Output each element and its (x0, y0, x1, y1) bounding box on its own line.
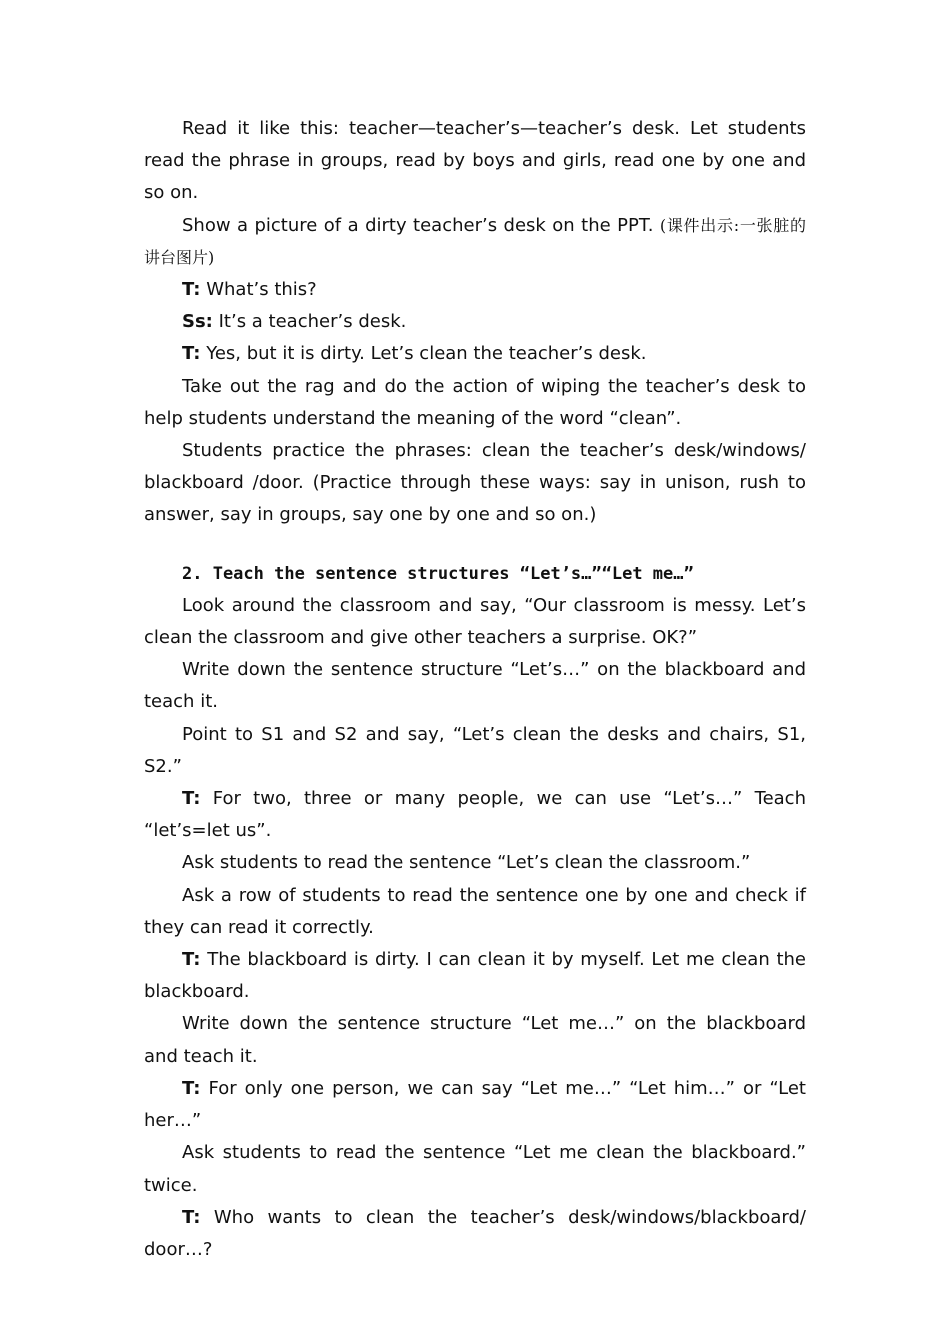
paragraph: Look around the classroom and say, “Our classroom is messy. Let’s clean the classroom and give other teachers a surprise. OK?” (144, 594, 806, 649)
paragraph-show-picture: Show a picture of a dirty teacher’s desk on the PPT. (课件出示:一张脏的讲台图片) (144, 214, 806, 267)
speaker-label: T: (182, 949, 201, 971)
paragraph: Write down the sentence structure “Let’s…” on the blackboard and teach it. (144, 659, 806, 713)
paragraph: Ask a row of students to read the sentence one by one and check if they can read it correctly. (144, 884, 806, 938)
speaker-label: T: (182, 279, 201, 301)
speaker-label: T: (182, 343, 201, 365)
dialogue-line: T: For only one person, we can say “Let me…” “Let him…” or “Let her…” (144, 1077, 806, 1132)
paragraph-reading-drill: Read it like this: teacher—teacher’s—teacher’s desk. Let students read the phrase in groups, read by boys and girls, read one by one and so on. (144, 118, 806, 204)
dialogue-line: T: Yes, but it is dirty. Let’s clean the teacher’s desk. (182, 343, 647, 365)
dialogue-line: T: Who wants to clean the teacher’s desk/windows/blackboard/ door…? (144, 1206, 806, 1260)
paragraph: Point to S1 and S2 and say, “Let’s clean the desks and chairs, S1, S2.” (144, 723, 806, 777)
paragraph-practice-phrases: Students practice the phrases: clean the teacher’s desk/windows/ blackboard /door. (Practice through these ways: say in unison, rush to answer, say in groups, say one by one and so on.) (144, 440, 806, 526)
speaker-label: T: (182, 1077, 201, 1099)
paragraph: Ask students to read the sentence “Let me clean the blackboard.” twice. (144, 1142, 806, 1196)
speaker-label: T: (182, 788, 201, 810)
chinese-note: (课件出示:一张脏的讲台图片) (144, 215, 806, 267)
dialogue-line: T: What’s this? (182, 279, 317, 301)
section-gap (144, 532, 806, 558)
section-heading: 2. Teach the sentence structures “Let’s…”“Let me…” (182, 563, 694, 584)
speaker-label: T: (182, 1206, 201, 1228)
speaker-label: Ss: (182, 311, 213, 333)
paragraph-rag-action: Take out the rag and do the action of wiping the teacher’s desk to help students understand the meaning of the word “clean”. (144, 375, 806, 429)
dialogue-line: T: For two, three or many people, we can use “Let’s…” Teach “let’s=let us”. (144, 788, 806, 842)
paragraph: Write down the sentence structure “Let me…” on the blackboard and teach it. (144, 1013, 806, 1067)
document-body (144, 113, 806, 1266)
dialogue-line: T: The blackboard is dirty. I can clean it by myself. Let me clean the blackboard. (144, 949, 806, 1003)
paragraph: Ask students to read the sentence “Let’s clean the classroom.” (182, 852, 751, 874)
dialogue-line: Ss: It’s a teacher’s desk. (182, 311, 407, 333)
